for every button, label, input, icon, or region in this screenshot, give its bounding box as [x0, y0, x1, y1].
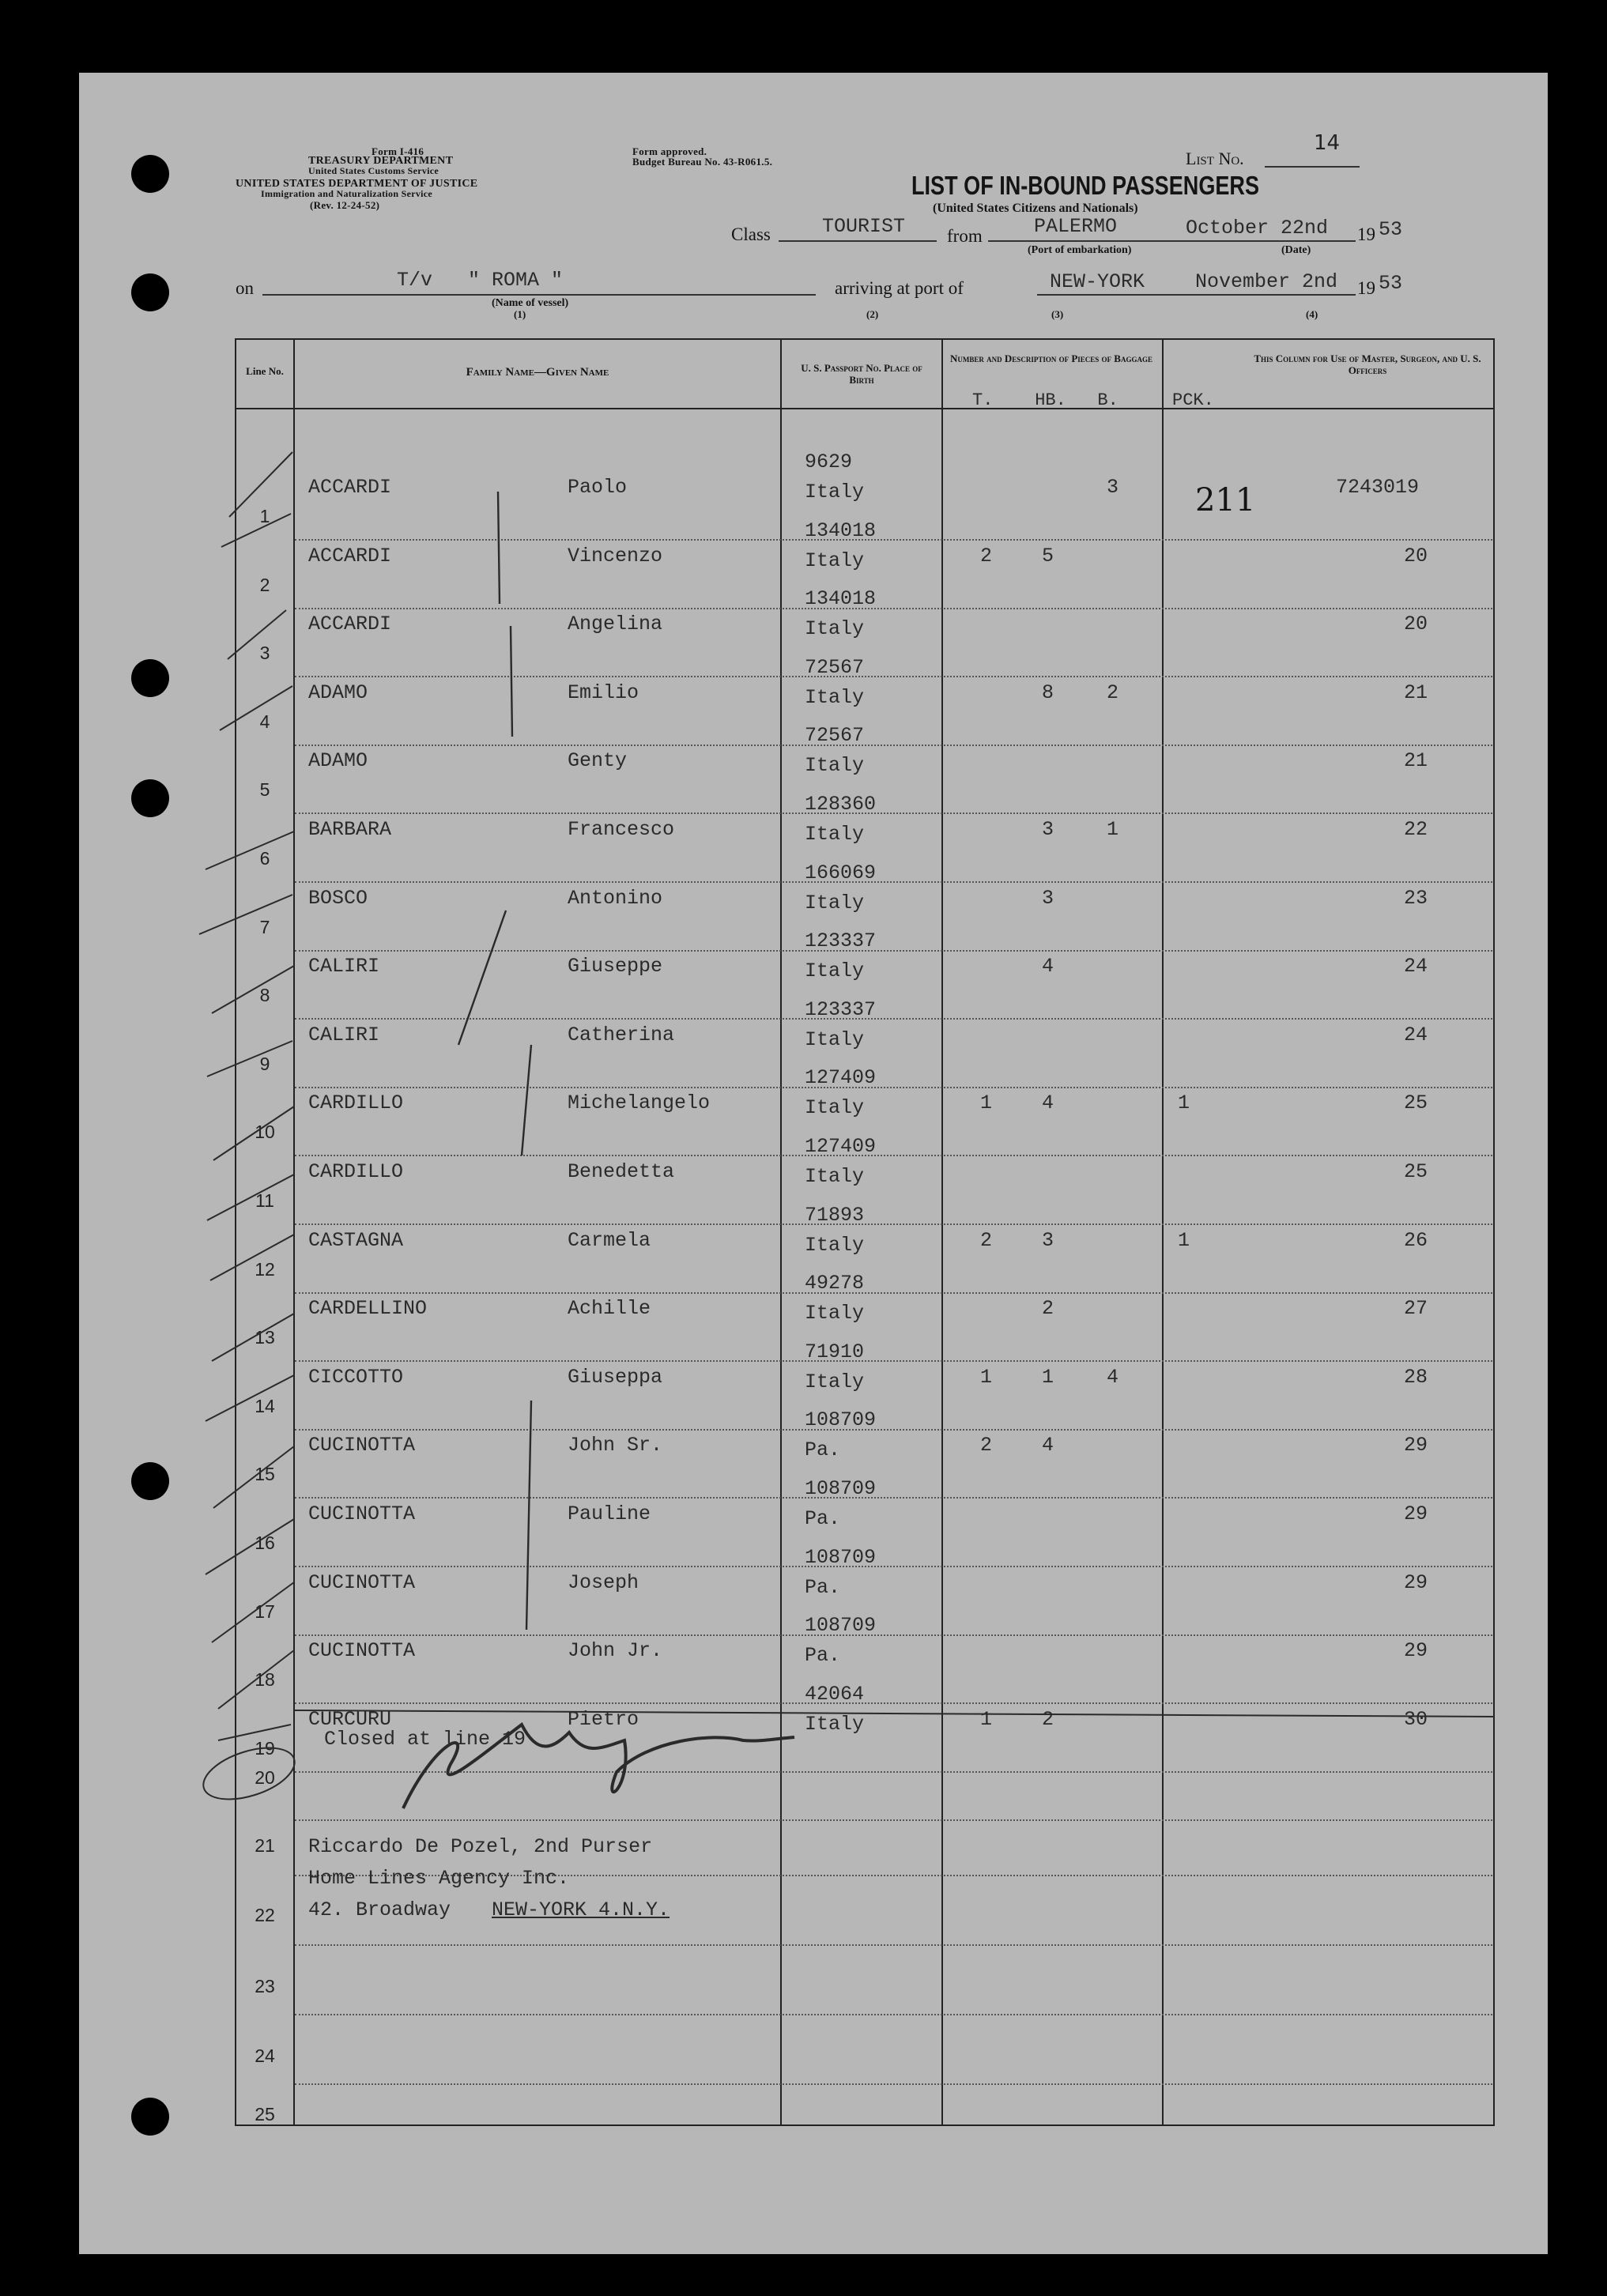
given-name: John Jr.: [568, 1639, 663, 1663]
ins-service: Immigration and Naturalization Service: [261, 188, 433, 199]
family-name: ACCARDI: [308, 476, 392, 499]
place-of-birth: Italy: [805, 1302, 865, 1325]
col-1-caption: (1): [514, 308, 526, 320]
line-number: 21: [255, 1835, 275, 1856]
line-number: 11: [255, 1190, 274, 1211]
officer-note: 30: [1404, 1707, 1428, 1731]
place-of-birth: Italy: [805, 1370, 865, 1393]
treasury-dept: TREASURY DEPARTMENT: [308, 155, 454, 167]
officer-note: 26: [1404, 1228, 1428, 1252]
place-of-birth: Pa.: [805, 1575, 841, 1599]
check-mark: [213, 1107, 294, 1160]
line-number: 8: [259, 985, 270, 1006]
officer-note: 7243019: [1336, 476, 1420, 499]
closing-marks: [197, 1707, 1494, 1809]
baggage-trunks: 1: [980, 1091, 993, 1115]
check-mark: [207, 1174, 294, 1220]
family-name: ACCARDI: [308, 544, 392, 567]
budget-bureau: Budget Bureau No. 43-R061.5.: [632, 156, 773, 168]
given-name: Benedetta: [568, 1160, 675, 1183]
family-name: ACCARDI: [308, 613, 392, 636]
closed-at-line: Closed at line 19: [324, 1728, 526, 1751]
baggage-trunks: 2: [980, 1434, 993, 1457]
baggage-trunks: 2: [980, 1228, 993, 1252]
baggage-handbags: 2: [1042, 1297, 1054, 1321]
check-mark: [213, 1446, 294, 1508]
passport-number: 128360: [805, 793, 877, 816]
family-brackets: [458, 492, 531, 1630]
given-name: Paolo: [568, 476, 628, 499]
header-baggage-types: T. HB. B.: [972, 390, 1118, 410]
line-number: 14: [255, 1395, 275, 1416]
arriving-label: arriving at port of: [835, 278, 964, 298]
officer-note: 21: [1404, 749, 1428, 773]
given-name: Joseph: [568, 1570, 639, 1594]
arrival-port: NEW-YORK: [1050, 270, 1145, 293]
family-name: CASTAGNA: [308, 1228, 404, 1252]
given-name: Angelina: [568, 613, 663, 636]
baggage-b: 2: [1107, 681, 1119, 704]
binder-hole: [131, 273, 169, 311]
family-name: CUCINOTTA: [308, 1434, 416, 1457]
given-name: Pauline: [568, 1502, 651, 1525]
page-subtitle: (United States Citizens and Nationals): [933, 202, 1138, 215]
given-name: Genty: [568, 749, 628, 773]
customs-service: United States Customs Service: [308, 165, 439, 176]
arrival-year-prefix: 19: [1357, 278, 1375, 298]
header-line-no: Line No.: [246, 365, 284, 377]
from-label: from: [947, 226, 983, 246]
line-number: 20: [255, 1767, 275, 1788]
check-mark: [206, 1375, 294, 1421]
manifest-page: [79, 73, 1548, 2254]
officer-note: 29: [1404, 1570, 1428, 1594]
line-number: 13: [255, 1327, 275, 1348]
check-mark: [207, 1041, 292, 1076]
given-name: Giuseppe: [568, 955, 663, 978]
officer-note: 20: [1404, 613, 1428, 636]
family-name: BOSCO: [308, 886, 368, 910]
col-2-caption: (2): [866, 308, 879, 320]
line-number: 6: [259, 848, 270, 869]
form-approved: Form approved.: [632, 145, 707, 157]
check-marks: [199, 452, 294, 1740]
officer-note: 25: [1404, 1160, 1428, 1183]
line-number: 10: [255, 1122, 275, 1143]
place-of-birth: Italy: [805, 617, 865, 641]
header-baggage: Number and Description of Pieces of Baggage: [950, 353, 1152, 364]
line-number: 18: [255, 1669, 275, 1691]
check-mark: [206, 1519, 294, 1574]
place-of-birth: Italy: [805, 1096, 865, 1120]
baggage-handbags: 3: [1042, 886, 1054, 910]
passport-number: 127409: [805, 1135, 877, 1158]
family-name: CARDILLO: [308, 1091, 404, 1115]
check-mark: [199, 895, 292, 934]
header-officers: This Column for Use of Master, Surgeon, and U. S. Officers: [1254, 353, 1481, 376]
officer-note: 29: [1404, 1502, 1428, 1525]
list-no-label: List No.: [1186, 149, 1244, 168]
baggage-handbags: 3: [1042, 1228, 1054, 1252]
closing-rule: [294, 1710, 1494, 1717]
binder-hole: [131, 2098, 169, 2136]
given-name: Emilio: [568, 681, 639, 704]
baggage-trunks: 1: [980, 1707, 993, 1731]
header-pck: PCK.: [1172, 390, 1214, 410]
passport-number: 108709: [805, 1545, 877, 1569]
line-number: 7: [259, 916, 270, 937]
family-name: CALIRI: [308, 955, 380, 978]
from-date: October 22nd: [1186, 217, 1329, 239]
class-value: TOURIST: [822, 215, 906, 238]
given-name: Vincenzo: [568, 544, 663, 567]
col-4-caption: (4): [1306, 308, 1318, 320]
line-number: 16: [255, 1533, 275, 1553]
line-number: 1: [259, 506, 270, 526]
bracket: [526, 1401, 531, 1630]
family-name: CALIRI: [308, 1023, 380, 1046]
place-of-birth: Italy: [805, 891, 865, 914]
line-number: 15: [255, 1464, 275, 1485]
vessel-caption: (Name of vessel): [492, 297, 569, 309]
justice-dept: UNITED STATES DEPARTMENT OF JUSTICE: [236, 178, 478, 190]
check-mark: [228, 610, 286, 659]
officer-note: 29: [1404, 1434, 1428, 1457]
place-of-birth: Italy: [805, 481, 865, 503]
officer-note: 29: [1404, 1639, 1428, 1663]
header-passport: U. S. Passport No. Place of Birth: [801, 362, 922, 386]
place-of-birth: Italy: [805, 1233, 865, 1257]
passport-number: 108709: [805, 1408, 877, 1432]
annotation-211: 211: [1195, 482, 1256, 518]
place-of-birth: Pa.: [805, 1507, 841, 1530]
baggage-trunks: 2: [980, 544, 993, 567]
check-mark: [210, 1235, 294, 1280]
baggage-handbags: 3: [1042, 818, 1054, 841]
date-caption: (Date): [1281, 244, 1311, 256]
officer-note: 21: [1404, 681, 1428, 704]
line-number: 12: [255, 1258, 275, 1280]
page-title: LIST OF IN-BOUND PASSENGERS: [911, 171, 1260, 200]
line-number: 23: [255, 1976, 275, 1996]
passport-number: 134018: [805, 518, 877, 542]
place-of-birth: Italy: [805, 1712, 865, 1736]
officer-note: 28: [1404, 1365, 1428, 1389]
port-caption: (Port of embarkation): [1028, 244, 1132, 256]
binder-hole: [131, 779, 169, 817]
arrival-year: 53: [1379, 272, 1403, 295]
officer-note: 23: [1404, 886, 1428, 910]
line-number: 4: [259, 711, 270, 732]
officer-note: 27: [1404, 1297, 1428, 1321]
bracket: [522, 1045, 531, 1156]
from-year-prefix: 19: [1357, 224, 1375, 244]
passport-number: 72567: [805, 724, 865, 748]
line-number: 19: [255, 1737, 275, 1759]
binder-hole: [131, 155, 169, 193]
bracket: [511, 626, 512, 737]
agency-address-city: NEW-YORK 4.N.Y.: [492, 1898, 670, 1921]
passport-number: 166069: [805, 861, 877, 884]
family-name: CUCINOTTA: [308, 1502, 416, 1525]
baggage-b: 1: [1107, 818, 1119, 841]
from-year: 53: [1379, 218, 1403, 241]
place-of-birth: Italy: [805, 1165, 865, 1188]
baggage-handbags: 4: [1042, 1091, 1054, 1115]
baggage-trunks: 1: [980, 1365, 993, 1389]
officer-note: 24: [1404, 955, 1428, 978]
check-mark: [220, 686, 292, 730]
line-number: 9: [259, 1053, 270, 1074]
passport-number: 123337: [805, 929, 877, 953]
line-number: 24: [255, 2045, 275, 2066]
baggage-pck: 1: [1178, 1228, 1190, 1252]
place-of-birth: Pa.: [805, 1644, 841, 1668]
place-of-birth: Italy: [805, 1027, 865, 1051]
family-name: CUCINOTTA: [308, 1570, 416, 1594]
handwritten-marks: [79, 73, 1548, 2254]
place-of-birth: Italy: [805, 685, 865, 709]
line-number: 22: [255, 1905, 275, 1925]
officer-note: 22: [1404, 818, 1428, 841]
baggage-handbags: 2: [1042, 1707, 1054, 1731]
col-3-caption: (3): [1051, 308, 1064, 320]
baggage-handbags: 8: [1042, 681, 1054, 704]
passport-number: 42064: [805, 1682, 865, 1706]
line-number: 3: [259, 643, 270, 664]
from-port: PALERMO: [1034, 215, 1118, 238]
bracket: [458, 910, 506, 1045]
passport-number: 134018: [805, 587, 877, 611]
given-name: Pietro: [568, 1707, 639, 1731]
passport-number: 71910: [805, 1340, 865, 1363]
family-name: CARDELLINO: [308, 1297, 428, 1321]
check-mark: [212, 1582, 294, 1642]
check-mark: [221, 514, 291, 547]
check-mark: [229, 452, 292, 517]
list-no-value: 14: [1314, 131, 1341, 155]
passport-number: 71893: [805, 1203, 865, 1227]
baggage-handbags: 5: [1042, 544, 1054, 567]
line-number: 2: [259, 574, 270, 595]
baggage-handbags: 4: [1042, 1434, 1054, 1457]
given-name: Michelangelo: [568, 1091, 711, 1115]
check-mark: [218, 1650, 294, 1709]
check-mark: [218, 1725, 291, 1740]
given-name: Giuseppa: [568, 1365, 663, 1389]
family-name: CARDILLO: [308, 1160, 404, 1183]
line-number: 5: [259, 779, 270, 801]
family-name: CUCINOTTA: [308, 1639, 416, 1663]
place-of-birth: Italy: [805, 823, 865, 846]
place-of-birth: Italy: [805, 549, 865, 572]
arrival-date: November 2nd: [1195, 270, 1338, 293]
check-mark: [212, 1314, 294, 1361]
family-name: CURCURU: [308, 1707, 392, 1731]
given-name: Catherina: [568, 1023, 675, 1046]
baggage-b: 3: [1107, 476, 1119, 499]
binder-hole: [131, 1462, 169, 1500]
passport-number: 127409: [805, 1066, 877, 1090]
given-name: John Sr.: [568, 1434, 663, 1457]
given-name: Achille: [568, 1297, 651, 1321]
baggage-pck: 1: [1178, 1091, 1190, 1115]
line-number: 25: [255, 2104, 275, 2124]
family-name: CICCOTTO: [308, 1365, 404, 1389]
signature: [403, 1725, 794, 1808]
agency-name: Home Lines Agency Inc.: [308, 1867, 570, 1890]
header-name: Family Name—Given Name: [466, 366, 609, 379]
purser-name: Riccardo De Pozel, 2nd Purser: [308, 1835, 653, 1858]
form-number: Form I-416: [372, 145, 424, 157]
place-of-birth: Italy: [805, 754, 865, 778]
baggage-handbags: 1: [1042, 1365, 1054, 1389]
place-of-birth: Italy: [805, 959, 865, 983]
binder-hole: [131, 659, 169, 697]
officer-note: 25: [1404, 1091, 1428, 1115]
given-name: Antonino: [568, 886, 663, 910]
passport-number: 9629: [805, 451, 853, 473]
class-label: Class: [731, 224, 771, 244]
baggage-handbags: 4: [1042, 955, 1054, 978]
revision-date: (Rev. 12-24-52): [310, 199, 380, 211]
place-of-birth: Pa.: [805, 1438, 841, 1462]
circled-line-20: [197, 1738, 300, 1809]
given-name: Carmela: [568, 1228, 651, 1252]
family-name: BARBARA: [308, 818, 392, 841]
check-mark: [212, 966, 294, 1013]
passport-number: 108709: [805, 1477, 877, 1500]
agency-address-street: 42. Broadway: [308, 1898, 451, 1921]
check-mark: [206, 831, 294, 869]
given-name: Francesco: [568, 818, 675, 841]
passport-number: 49278: [805, 1272, 865, 1295]
passport-number: 72567: [805, 655, 865, 679]
officer-note: 24: [1404, 1023, 1428, 1046]
vessel-name: T/v " ROMA ": [397, 269, 564, 292]
line-number: 17: [255, 1600, 275, 1622]
passport-number: 123337: [805, 997, 877, 1021]
family-name: ADAMO: [308, 681, 368, 704]
passport-number: 108709: [805, 1614, 877, 1638]
bracket: [498, 492, 500, 604]
officer-note: 20: [1404, 544, 1428, 567]
on-label: on: [236, 278, 254, 298]
baggage-b: 4: [1107, 1365, 1119, 1389]
family-name: ADAMO: [308, 749, 368, 773]
